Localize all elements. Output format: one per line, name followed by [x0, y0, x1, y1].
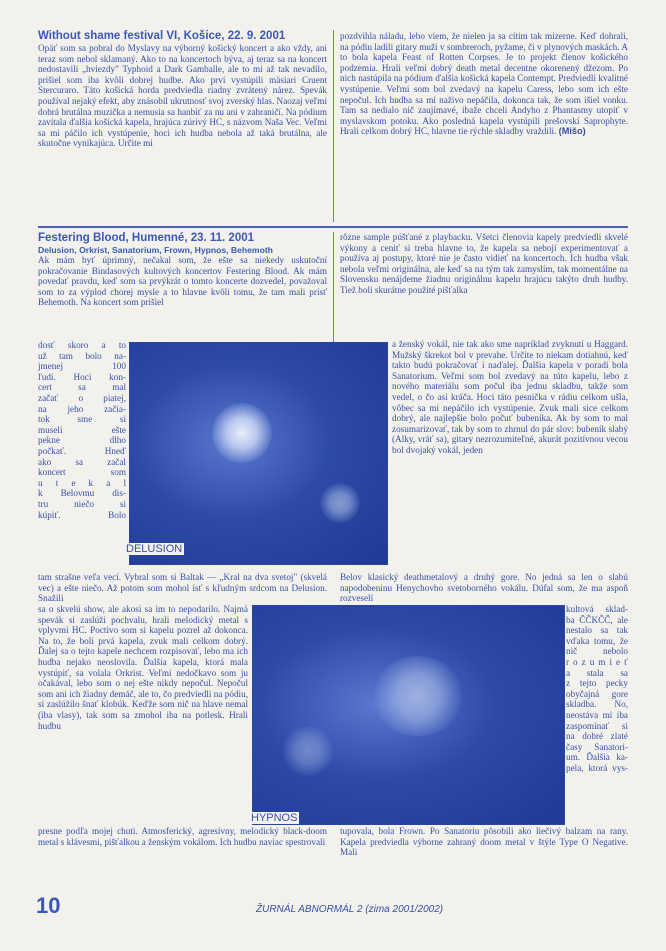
magazine-title: ŽURNÁL ABNORMÁL 2 (zima 2001/2002)	[256, 904, 444, 915]
stage-light	[373, 656, 463, 736]
article1-left-text: Opäť som sa pobral do Myslavy na výborný košický koncert a ako vždy, ani teraz som nebol sklamaný. Ako to na koncertoch býva, aj teraz sa na koncert nedostavili „hviezdy" Typhoid a Dark Gamballe, ale to mi až tak nevadilo, prišiel som iba kvôli dobrej hudbe. Ako prví vystúpili mäsiari Cruent Stercuraro. Táto košická horda predviedla riadny zvrátený nárez. Spevák používal nejaký efekt, aby znásobil ukrutnosť svoj zverský hlas. Naozaj veľmi dobrá brutálna muzička a nemusia sa hanbiť za nu ani v zahraničí. Na pódium zavítala ďalšia košická kapela, hrajúca zúrivý HC, s názvom Naša Vec. Veľmi sa mi páčilo ich vystúpenie, hoci ich hudba nebola až taká brutálna, ale skutočne vynikajúca. Určite mi	[38, 43, 327, 149]
article1-heading: Without shame festival VI, Košice, 22. 9. 2001	[38, 30, 286, 42]
narrow-line: tru niečo si	[38, 498, 126, 509]
narrow-text-lines-2	[566, 604, 628, 774]
stage-light	[212, 403, 272, 463]
photo2-caption: HYPNOS	[251, 812, 298, 824]
article2-right-bottom	[340, 826, 628, 858]
article2-heading: Festering Blood, Humenné, 23. 11. 2001	[38, 232, 255, 244]
narrow-line: začať o piatej,	[38, 392, 126, 403]
narrow-line: nič nebolo	[566, 646, 628, 657]
narrow-line: počkať. Hneď	[38, 445, 126, 456]
article1-right-column	[340, 31, 628, 137]
delusion-photo	[129, 342, 388, 565]
narrow-line: r o z u m i e ť	[566, 656, 628, 667]
narrow-line: cert sa mal	[38, 382, 126, 393]
narrow-line: z tejto pecky	[566, 678, 628, 689]
narrow-line: um. Ďalšia ka-	[566, 752, 628, 763]
column-divider-bottom	[333, 232, 334, 342]
article2-right-top-text: rôzne sample púšťané z playbacku. Všetci členovia kapely predviedli skvelé výkony a ceniť si treba hlavne to, že kapela sa nebojí experimentovať a používa aj postupy, ktoré nie je často vidieť na koncertoch. Ich hudba však nebola veľmi originálna, ale keď sa na tým tak zamyslím, tak momentálne na Slovensku nenájdeme žiadnu originálnu kapelu hrajúcu takýto druh hudby. Tiež boli skurátne použité pišťalka	[340, 232, 628, 295]
narrow-line: k Belovmu dis-	[38, 488, 126, 499]
narrow-line: pekne dlho	[38, 435, 126, 446]
narrow-line: na jeho začia-	[38, 403, 126, 414]
narrow-line: koncert som	[38, 467, 126, 478]
narrow-line: skladba. No,	[566, 699, 628, 710]
article2-left-bottom	[38, 826, 327, 847]
article2-left-mid-text: tam strašne veľa vecí. Vybral som si Baltak — „Kral na dva svetoj" (skvelá vec) a ešte niečo. Až potom som mohol ísť s kľudným srdcom na Delusion. Snažili	[38, 572, 327, 604]
photo1-caption: DELUSION	[126, 543, 183, 555]
narrow-line: ba ČČKČČ, ale	[566, 614, 628, 625]
article1-author: (Mišo)	[558, 126, 586, 137]
article2-bands: Delusion, Orkrist, Sanatorium, Frown, Hypnos, Behemoth	[38, 245, 273, 255]
article1-right-text	[340, 31, 628, 137]
section-divider	[38, 226, 628, 228]
article2-right-bottom-text: tupovala, bola Frown. Po Sanatoriu pôsobili ako liečivý balzam na rany. Kapela predviedla výborne zahraný doom metal v štýle Type O Negative. Mali	[340, 826, 628, 858]
narrow-line: obyčajná gore	[566, 688, 628, 699]
narrow-line: tok sme si	[38, 414, 126, 425]
narrow-line: dosť skoro a to	[38, 340, 126, 350]
stage-light	[283, 726, 333, 776]
narrow-line: vďaka tomu, že	[566, 635, 628, 646]
article2-left-lower-text: sa o skvelú show, ale akosi sa im to nepodarilo. Najmä spevák si zaslúži pochvalu, hrali melodický metal s vplyvmi HC. Poctivo som si kapelu pozrel až dokonca. Na to, že boli prvá kapela, zvuk mali celkom dobrý. Ďalej sa o tejto kapele nechcem rozpisovať, lebo ma ich hudba nejako neoslovila. Ďalšia kapela, ktorá mala vystúpiť, sa volala Orkrist. Veľmi nedočkavo som ju očakával, lebo som o nej ešte nikdy nepočul. Nepočul som ani ich žiadny demáč, ale to, čo predviedli na pódiu, si zaslúžilo šnať klobúk. Keďže som nič na hlave nemal (iba vlasy), tak som sa zmohol iba na potlesk. Hrali hudbu	[38, 604, 248, 731]
article1-right-body: pozdvihla náladu, lebo viem, že nielen ja sa cítim tak mizerne. Keď dohrali, na pódiu ladili gitary muži v sombreroch, pyžame, či v plynových maskách. A to bola kapela Feast of Rotten Corpses. Je to projekt členov košického podzemia. Hrali veľmi dobrý death metal decentne okorenený džezom. Po nich nastúpila na pódium ďalšia košická kapela Contempt. Predviedli kvalitné vystúpenie. Veľmi som bol zvedavý na kapelu Caress, lebo som ich ešte nepočul. Ich hudba sa mi naživo nepáčila, dokonca tak, že som išiel vonku. Tam sa nedialo nič zaujímavé, ibaže chceli Andyho z Phantasmy utopiť v myslavskom potoku. Ako posledná kapela vystúpili prešovskí Saprophyte. Hrali celkom dobrý HC, hlavne tie rýchle skladby vraždili.	[340, 31, 628, 137]
narrow-line: ľudí. Hoci kon-	[38, 371, 126, 382]
article2-left-top	[38, 232, 327, 308]
narrow-line: museli ešte	[38, 424, 126, 435]
narrow-line: a stala sa	[566, 667, 628, 678]
narrow-line: časy Sanatori-	[566, 741, 628, 752]
narrow-line: zaspomínať si	[566, 720, 628, 731]
hypnos-photo	[252, 605, 565, 825]
narrow-text-lines	[38, 340, 126, 520]
stage-light	[320, 483, 360, 523]
article2-right-narrow	[392, 339, 628, 456]
page-number: 10	[36, 893, 61, 918]
article2-left-lower	[38, 604, 248, 731]
narrow-line: nestalo sa tak	[566, 625, 628, 636]
article2-right-top	[340, 232, 628, 296]
narrow-line: u t e k a l	[38, 477, 126, 488]
article2-left-mid	[38, 572, 327, 604]
narrow-line: už tam bolo na-	[38, 350, 126, 361]
narrow-line: neostáva mi iba	[566, 709, 628, 720]
column-divider-top	[333, 30, 334, 222]
article2-narrow-column	[38, 340, 126, 520]
narrow-line: kultová sklad-	[566, 604, 628, 614]
narrow-line: jmenej 100	[38, 361, 126, 372]
narrow-line: ako sa začal	[38, 456, 126, 467]
article1-left-column	[38, 30, 327, 149]
narrow-line: kúpiť. Bolo	[38, 509, 126, 520]
article2-left-intro: Ak mám byť úprimný, nečakal som, že ešte sa niekedy uskutoční pokračovanie Bindasových kultových koncertov Festering Blood. Ak mám povedať pravdu, keď som sa prvýkrát o tomto koncerte dozvedel, považoval som to za výplod chorej mysle a to hlavne kvôli tomu, že tam mali prísť Behemoth. Na koncert som prišiel	[38, 255, 327, 308]
narrow-line: pela, ktorá vys-	[566, 762, 628, 773]
article2-right-narrow-text: a ženský vokál, nie tak ako sme napríklad zvyknutí u Haggard. Mužský škrekot bol v prevahe. Určite to niekam dotiahnú, keď takto budú pokračovať i naďalej. Ďalšia kapela v poradí bola Sanatorium. Veľmi som bol zvedavý na túto kapelu, lebo z nového materiálu som počul iba jednu skladbu, takže som vedel, o čo asi kráča. Hoci táto pesnička v rádiu celkom ušla, vôbec sa mi nepáčilo ich vystúpenie. Zvuk mali sice celkom dobrý, ale najlepšie bolo počuť bubeníka. Ak by som to mal zosumarizovať, tak by som to zhrnul do pár slov: bubeník slabý (Alky, vráť sa), gitary nezrozumiteľné, akurát pozitívnou vecou bol dvojaký vokál, jeden	[392, 339, 628, 455]
narrow-line: na dobré zlaté	[566, 731, 628, 742]
article2-left-bottom-text: presne podľa mojej chuti. Atmosferický, agresívny, melodický black-doom metal s klávesmi, pišťalkou a ženským vokálom. Ich hudbu naviac spestrovali	[38, 826, 327, 847]
article2-right-narrow2	[566, 604, 628, 774]
article2-right-mid	[340, 572, 628, 604]
article2-right-mid-text: Belov klasický deathmetalový a druhý gore. No jedná sa len o slabú napodobeninu Henychovho svetoborného vokálu. Dúfal som, že ma aspoň rozveselí	[340, 572, 628, 604]
